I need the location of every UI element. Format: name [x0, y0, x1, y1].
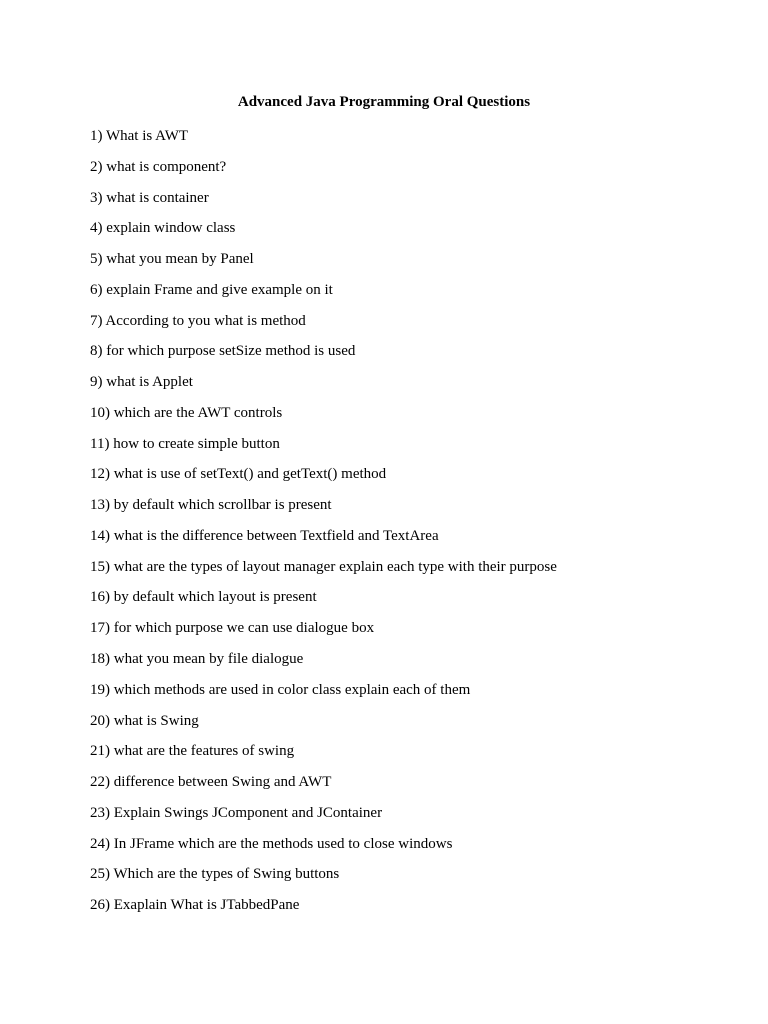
question-item: 23) Explain Swings JComponent and JContainer	[90, 804, 383, 821]
question-item: 3) what is container	[90, 189, 209, 206]
question-item: 8) for which purpose setSize method is used	[90, 343, 356, 360]
question-item: 4) explain window class	[90, 220, 236, 237]
question-item: 21) what are the features of swing	[90, 743, 295, 760]
question-item: 22) difference between Swing and AWT	[90, 774, 332, 791]
question-item: 17) for which purpose we can use dialogue box	[90, 620, 375, 637]
question-item: 2) what is component?	[90, 158, 227, 175]
question-item: 24) In JFrame which are the methods used to close windows	[90, 835, 453, 852]
question-item: 9) what is Applet	[90, 374, 193, 391]
question-item: 5) what you mean by Panel	[90, 251, 254, 268]
question-item: 16) by default which layout is present	[90, 589, 317, 606]
question-item: 13) by default which scrollbar is present	[90, 497, 332, 514]
question-item: 18) what you mean by file dialogue	[90, 651, 304, 668]
question-item: 25) Which are the types of Swing buttons	[90, 866, 340, 883]
question-item: 14) what is the difference between Textfield and TextArea	[90, 527, 439, 544]
question-item: 6) explain Frame and give example on it	[90, 281, 333, 298]
question-item: 7) According to you what is method	[90, 312, 306, 329]
question-item: 10) which are the AWT controls	[90, 404, 283, 421]
page-title: Advanced Java Programming Oral Questions	[237, 94, 531, 110]
question-item: 15) what are the types of layout manager explain each type with their purpose	[90, 558, 557, 575]
question-item: 26) Exaplain What is JTabbedPane	[90, 897, 300, 914]
question-list	[90, 127, 557, 927]
question-item: 11) how to create simple button	[90, 435, 280, 452]
question-item: 19) which methods are used in color class explain each of them	[90, 681, 471, 698]
question-item: 20) what is Swing	[90, 712, 199, 729]
question-item: 12) what is use of setText() and getText() method	[90, 466, 387, 483]
question-item: 1) What is AWT	[90, 128, 189, 144]
